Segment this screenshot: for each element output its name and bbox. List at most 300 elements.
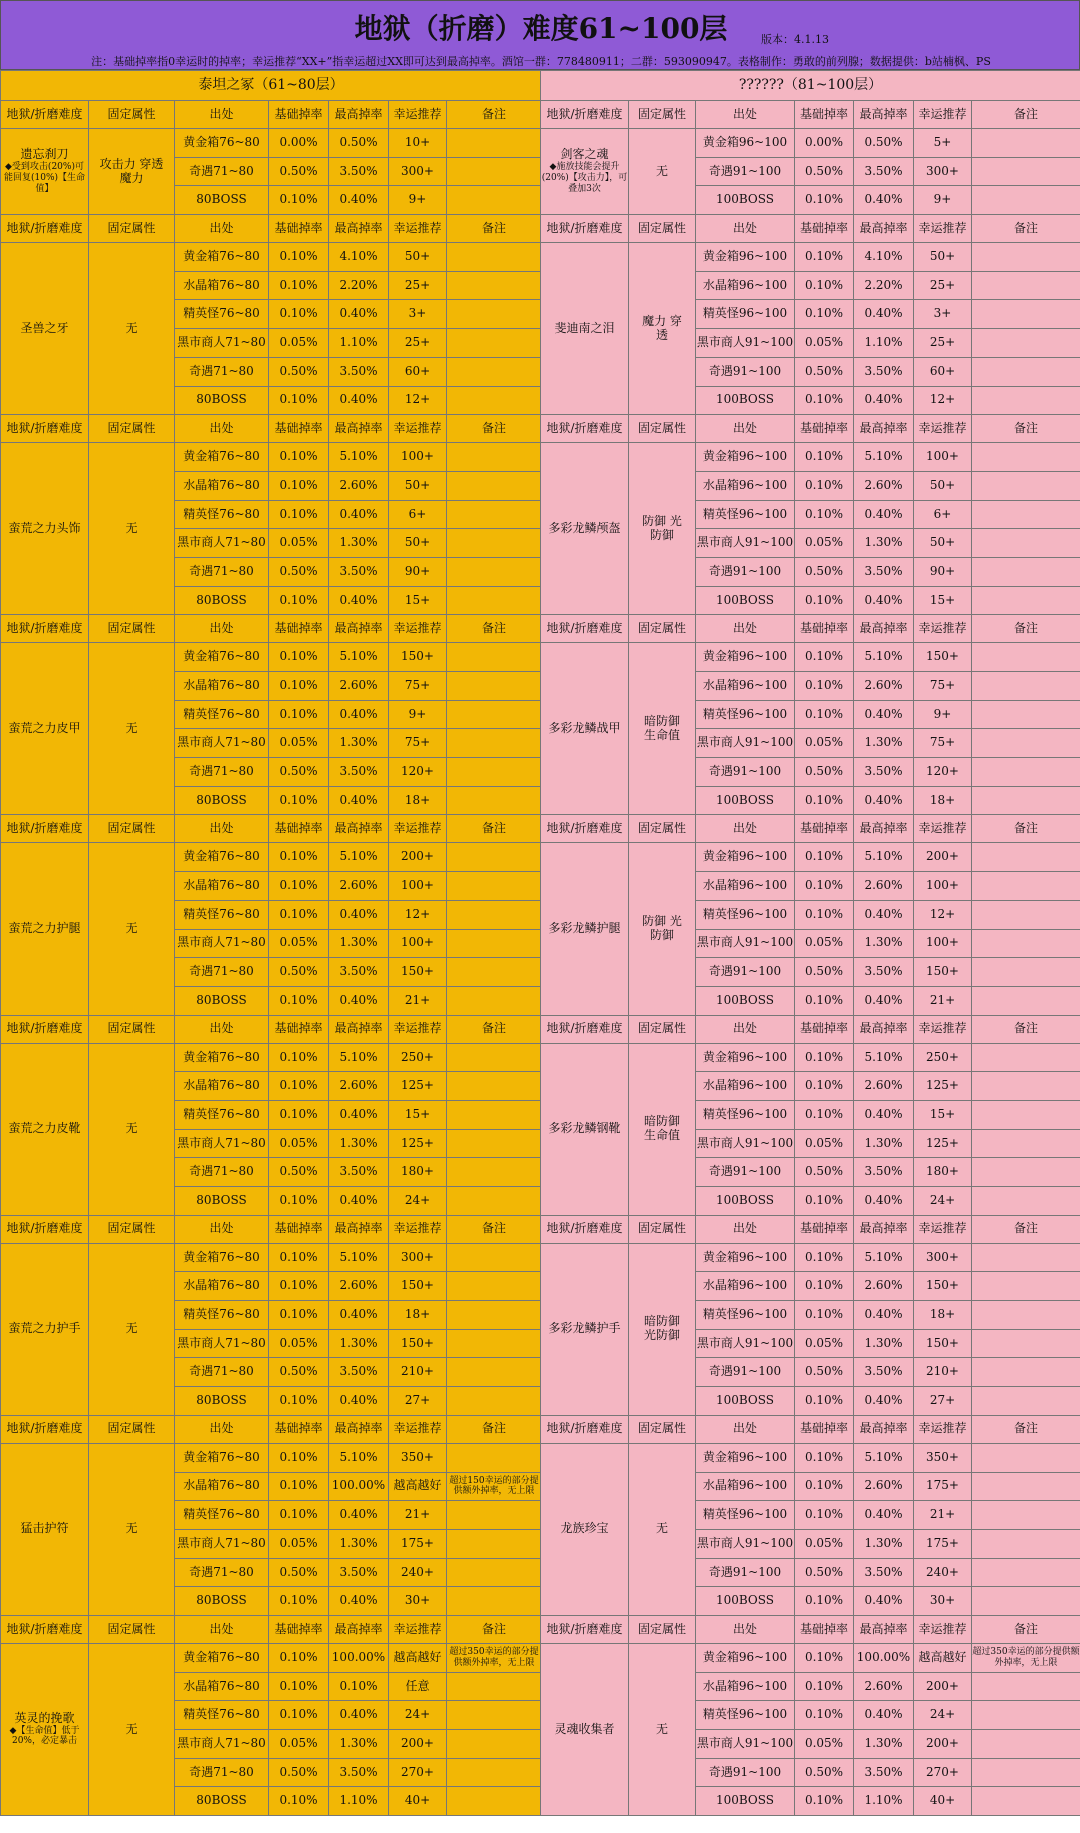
remark-cell bbox=[972, 329, 1080, 358]
remark-cell bbox=[972, 1387, 1080, 1416]
column-header: 地狱/折磨难度 bbox=[1, 215, 89, 243]
source-cell: 黑市商人71~80 bbox=[175, 729, 269, 758]
base-rate-cell: 0.10% bbox=[795, 1472, 854, 1501]
fixed-attribute-cell: 暗防御 生命值 bbox=[629, 643, 696, 815]
fixed-attribute-cell: 攻击力 穿透 魔力 bbox=[89, 129, 175, 215]
luck-recommend-cell: 100+ bbox=[389, 872, 447, 901]
base-rate-cell: 0.10% bbox=[795, 471, 854, 500]
table-row bbox=[541, 1643, 1080, 1672]
remark-cell bbox=[447, 672, 542, 701]
column-header: 备注 bbox=[972, 215, 1080, 243]
table-row bbox=[541, 843, 1080, 872]
column-header: 固定属性 bbox=[629, 1415, 696, 1443]
source-cell: 水晶箱76~80 bbox=[175, 1672, 269, 1701]
column-header: 地狱/折磨难度 bbox=[1, 1015, 89, 1043]
column-header: 地狱/折磨难度 bbox=[541, 1215, 629, 1243]
column-header: 基础掉率 bbox=[269, 1415, 329, 1443]
item-name-cell bbox=[1, 129, 89, 215]
source-cell: 奇遇91~100 bbox=[696, 157, 795, 186]
column-header-row bbox=[1, 1415, 542, 1443]
section-title: ??????（81~100层） bbox=[541, 71, 1080, 101]
remark-cell bbox=[447, 1529, 542, 1558]
remark-cell bbox=[972, 1301, 1080, 1330]
luck-recommend-cell: 150+ bbox=[914, 1272, 972, 1301]
remark-cell bbox=[972, 1787, 1080, 1816]
base-rate-cell: 0.10% bbox=[795, 1072, 854, 1101]
luck-recommend-cell: 175+ bbox=[389, 1529, 447, 1558]
remark-cell bbox=[447, 1501, 542, 1530]
remark-cell bbox=[447, 357, 542, 386]
luck-recommend-cell: 75+ bbox=[389, 729, 447, 758]
remark-cell bbox=[972, 271, 1080, 300]
max-rate-cell: 0.40% bbox=[329, 186, 389, 215]
fixed-attribute-cell: 无 bbox=[629, 129, 696, 215]
luck-recommend-cell: 9+ bbox=[389, 186, 447, 215]
max-rate-cell: 0.40% bbox=[854, 700, 914, 729]
remark-cell bbox=[972, 1558, 1080, 1587]
max-rate-cell: 5.10% bbox=[854, 643, 914, 672]
source-cell: 黑市商人71~80 bbox=[175, 1129, 269, 1158]
max-rate-cell: 2.60% bbox=[329, 672, 389, 701]
luck-recommend-cell: 200+ bbox=[914, 1730, 972, 1759]
source-cell: 奇遇91~100 bbox=[696, 1558, 795, 1587]
source-cell: 黄金箱76~80 bbox=[175, 843, 269, 872]
column-header: 基础掉率 bbox=[795, 215, 854, 243]
base-rate-cell: 0.10% bbox=[795, 1243, 854, 1272]
max-rate-cell: 0.40% bbox=[854, 1100, 914, 1129]
column-header: 备注 bbox=[972, 815, 1080, 843]
remark-cell bbox=[972, 557, 1080, 586]
column-header: 基础掉率 bbox=[795, 1215, 854, 1243]
page-header bbox=[0, 0, 1080, 70]
base-rate-cell: 0.10% bbox=[795, 1501, 854, 1530]
max-rate-cell: 0.40% bbox=[329, 1501, 389, 1530]
luck-recommend-cell: 40+ bbox=[389, 1787, 447, 1816]
luck-recommend-cell: 25+ bbox=[389, 271, 447, 300]
base-rate-cell: 0.10% bbox=[269, 243, 329, 272]
source-cell: 奇遇71~80 bbox=[175, 357, 269, 386]
page-title: 地狱（折磨）难度61~100层 bbox=[354, 12, 728, 45]
column-header: 固定属性 bbox=[89, 815, 175, 843]
luck-recommend-cell: 21+ bbox=[914, 1501, 972, 1530]
remark-cell bbox=[447, 1358, 542, 1387]
remark-cell bbox=[972, 958, 1080, 987]
luck-recommend-cell: 50+ bbox=[914, 529, 972, 558]
remark-cell bbox=[447, 500, 542, 529]
source-cell: 精英怪96~100 bbox=[696, 1701, 795, 1730]
source-cell: 80BOSS bbox=[175, 1187, 269, 1216]
remark-cell bbox=[447, 986, 542, 1015]
source-cell: 奇遇71~80 bbox=[175, 958, 269, 987]
column-header: 备注 bbox=[972, 1615, 1080, 1643]
source-cell: 黑市商人71~80 bbox=[175, 329, 269, 358]
source-cell: 水晶箱96~100 bbox=[696, 471, 795, 500]
remark-cell bbox=[972, 843, 1080, 872]
base-rate-cell: 0.10% bbox=[269, 471, 329, 500]
item-name: 斐迪南之泪 bbox=[554, 320, 615, 335]
column-header-row bbox=[541, 1615, 1080, 1643]
source-cell: 100BOSS bbox=[696, 1387, 795, 1416]
column-header: 备注 bbox=[447, 1215, 542, 1243]
remark-cell bbox=[447, 729, 542, 758]
column-header: 固定属性 bbox=[89, 1215, 175, 1243]
base-rate-cell: 0.10% bbox=[269, 843, 329, 872]
base-rate-cell: 0.05% bbox=[795, 1329, 854, 1358]
column-header-row bbox=[1, 815, 542, 843]
luck-recommend-cell: 3+ bbox=[914, 300, 972, 329]
table-row bbox=[1, 1443, 542, 1472]
remark-cell: 超过150幸运的部分提供额外掉率，无上限 bbox=[447, 1472, 542, 1501]
max-rate-cell: 2.60% bbox=[854, 1072, 914, 1101]
remark-cell bbox=[972, 1243, 1080, 1272]
base-rate-cell: 0.10% bbox=[269, 443, 329, 472]
column-header: 幸运推荐 bbox=[389, 215, 447, 243]
base-rate-cell: 0.10% bbox=[269, 900, 329, 929]
max-rate-cell: 0.40% bbox=[854, 1387, 914, 1416]
remark-cell bbox=[447, 1787, 542, 1816]
base-rate-cell: 0.50% bbox=[795, 1158, 854, 1187]
luck-recommend-cell: 75+ bbox=[914, 672, 972, 701]
remark-cell bbox=[972, 471, 1080, 500]
source-cell: 80BOSS bbox=[175, 1587, 269, 1616]
fixed-attribute-cell: 无 bbox=[89, 1643, 175, 1815]
column-header: 幸运推荐 bbox=[389, 1615, 447, 1643]
column-header: 幸运推荐 bbox=[914, 815, 972, 843]
max-rate-cell: 3.50% bbox=[329, 1358, 389, 1387]
max-rate-cell: 1.30% bbox=[329, 1529, 389, 1558]
base-rate-cell: 0.50% bbox=[795, 1358, 854, 1387]
column-header: 备注 bbox=[447, 815, 542, 843]
item-name: 蛮荒之力头饰 bbox=[8, 520, 81, 535]
remark-cell bbox=[447, 186, 542, 215]
base-rate-cell: 0.10% bbox=[795, 643, 854, 672]
remark-cell bbox=[447, 300, 542, 329]
source-cell: 水晶箱96~100 bbox=[696, 872, 795, 901]
source-cell: 精英怪96~100 bbox=[696, 900, 795, 929]
max-rate-cell: 3.50% bbox=[854, 357, 914, 386]
column-header-row bbox=[541, 415, 1080, 443]
source-cell: 80BOSS bbox=[175, 986, 269, 1015]
source-cell: 水晶箱96~100 bbox=[696, 1272, 795, 1301]
remark-cell bbox=[972, 900, 1080, 929]
item-name-cell bbox=[1, 643, 89, 815]
luck-recommend-cell: 240+ bbox=[389, 1558, 447, 1587]
column-header: 备注 bbox=[972, 1415, 1080, 1443]
source-cell: 奇遇71~80 bbox=[175, 1158, 269, 1187]
luck-recommend-cell: 50+ bbox=[389, 243, 447, 272]
luck-recommend-cell: 21+ bbox=[389, 986, 447, 1015]
base-rate-cell: 0.10% bbox=[795, 443, 854, 472]
source-cell: 精英怪76~80 bbox=[175, 1501, 269, 1530]
header-note: 注：基础掉率指0幸运时的掉率；幸运推荐“XX+”指幸运超过XX即可达到最高掉率。酒馆一群：778480911；二群：593090947。表格制作：勇敢的前列腺；数据提供：b站楠枫、PS bbox=[91, 55, 991, 68]
max-rate-cell: 1.30% bbox=[329, 729, 389, 758]
column-header: 固定属性 bbox=[629, 615, 696, 643]
luck-recommend-cell: 12+ bbox=[389, 900, 447, 929]
source-cell: 黑市商人91~100 bbox=[696, 1529, 795, 1558]
source-cell: 水晶箱76~80 bbox=[175, 1272, 269, 1301]
max-rate-cell: 3.50% bbox=[854, 758, 914, 787]
luck-recommend-cell: 250+ bbox=[389, 1043, 447, 1072]
base-rate-cell: 0.10% bbox=[795, 1301, 854, 1330]
luck-recommend-cell: 150+ bbox=[389, 643, 447, 672]
base-rate-cell: 0.10% bbox=[795, 900, 854, 929]
remark-cell bbox=[447, 700, 542, 729]
source-cell: 100BOSS bbox=[696, 1787, 795, 1816]
source-cell: 黑市商人91~100 bbox=[696, 1329, 795, 1358]
table-row bbox=[541, 643, 1080, 672]
max-rate-cell: 0.40% bbox=[854, 500, 914, 529]
fixed-attribute-cell: 无 bbox=[89, 1443, 175, 1615]
base-rate-cell: 0.10% bbox=[795, 586, 854, 615]
luck-recommend-cell: 100+ bbox=[389, 443, 447, 472]
source-cell: 黄金箱96~100 bbox=[696, 843, 795, 872]
max-rate-cell: 2.60% bbox=[329, 1072, 389, 1101]
source-cell: 80BOSS bbox=[175, 586, 269, 615]
max-rate-cell: 3.50% bbox=[329, 758, 389, 787]
max-rate-cell: 3.50% bbox=[329, 1758, 389, 1787]
source-cell: 水晶箱96~100 bbox=[696, 1072, 795, 1101]
column-header: 最高掉率 bbox=[329, 415, 389, 443]
column-header: 固定属性 bbox=[629, 1215, 696, 1243]
remark-cell bbox=[972, 1158, 1080, 1187]
base-rate-cell: 0.10% bbox=[795, 386, 854, 415]
max-rate-cell: 3.50% bbox=[854, 958, 914, 987]
source-cell: 水晶箱76~80 bbox=[175, 471, 269, 500]
remark-cell bbox=[447, 929, 542, 958]
remark-cell bbox=[447, 1129, 542, 1158]
base-rate-cell: 0.10% bbox=[795, 1587, 854, 1616]
source-cell: 100BOSS bbox=[696, 186, 795, 215]
column-header: 幸运推荐 bbox=[914, 101, 972, 129]
source-cell: 奇遇91~100 bbox=[696, 557, 795, 586]
column-header: 幸运推荐 bbox=[389, 101, 447, 129]
max-rate-cell: 1.30% bbox=[329, 1129, 389, 1158]
column-header: 备注 bbox=[972, 101, 1080, 129]
max-rate-cell: 2.60% bbox=[854, 1672, 914, 1701]
base-rate-cell: 0.10% bbox=[269, 1187, 329, 1216]
luck-recommend-cell: 75+ bbox=[914, 729, 972, 758]
source-cell: 奇遇71~80 bbox=[175, 1358, 269, 1387]
luck-recommend-cell: 15+ bbox=[389, 1100, 447, 1129]
max-rate-cell: 0.40% bbox=[854, 900, 914, 929]
remark-cell bbox=[447, 1243, 542, 1272]
luck-recommend-cell: 任意 bbox=[389, 1672, 447, 1701]
max-rate-cell: 3.50% bbox=[329, 357, 389, 386]
base-rate-cell: 0.10% bbox=[795, 186, 854, 215]
luck-recommend-cell: 12+ bbox=[914, 386, 972, 415]
source-cell: 100BOSS bbox=[696, 986, 795, 1015]
source-cell: 精英怪76~80 bbox=[175, 500, 269, 529]
max-rate-cell: 100.00% bbox=[329, 1472, 389, 1501]
base-rate-cell: 0.10% bbox=[795, 1443, 854, 1472]
luck-recommend-cell: 125+ bbox=[389, 1072, 447, 1101]
source-cell: 精英怪96~100 bbox=[696, 1100, 795, 1129]
column-header: 备注 bbox=[972, 415, 1080, 443]
remark-cell bbox=[972, 443, 1080, 472]
max-rate-cell: 0.40% bbox=[329, 1187, 389, 1216]
remark-cell bbox=[447, 1558, 542, 1587]
item-name: 剑客之魂 bbox=[560, 147, 609, 162]
max-rate-cell: 2.60% bbox=[854, 1472, 914, 1501]
fixed-attribute-cell: 无 bbox=[89, 243, 175, 415]
remark-cell: 超过350幸运的部分提供额外掉率，无上限 bbox=[447, 1643, 542, 1672]
right-drop-table bbox=[540, 70, 1080, 1816]
remark-cell bbox=[972, 1129, 1080, 1158]
source-cell: 100BOSS bbox=[696, 1587, 795, 1616]
max-rate-cell: 1.30% bbox=[854, 1529, 914, 1558]
max-rate-cell: 3.50% bbox=[329, 1558, 389, 1587]
item-name: 多彩龙鳞护手 bbox=[548, 1321, 621, 1336]
remark-cell bbox=[972, 1358, 1080, 1387]
remark-cell bbox=[972, 129, 1080, 158]
luck-recommend-cell: 25+ bbox=[914, 329, 972, 358]
column-header: 出处 bbox=[175, 815, 269, 843]
max-rate-cell: 0.10% bbox=[329, 1672, 389, 1701]
base-rate-cell: 0.10% bbox=[269, 1072, 329, 1101]
max-rate-cell: 3.50% bbox=[329, 1158, 389, 1187]
column-header: 地狱/折磨难度 bbox=[1, 615, 89, 643]
source-cell: 100BOSS bbox=[696, 786, 795, 815]
base-rate-cell: 0.05% bbox=[269, 929, 329, 958]
source-cell: 奇遇71~80 bbox=[175, 1558, 269, 1587]
fixed-attribute-cell: 无 bbox=[629, 1643, 696, 1815]
column-header: 备注 bbox=[447, 1415, 542, 1443]
source-cell: 精英怪76~80 bbox=[175, 900, 269, 929]
max-rate-cell: 1.30% bbox=[329, 1329, 389, 1358]
item-name-cell bbox=[1, 843, 89, 1015]
source-cell: 精英怪76~80 bbox=[175, 1301, 269, 1330]
luck-recommend-cell: 5+ bbox=[914, 129, 972, 158]
fixed-attribute-cell: 防御 光防御 bbox=[629, 843, 696, 1015]
base-rate-cell: 0.10% bbox=[269, 271, 329, 300]
source-cell: 黑市商人71~80 bbox=[175, 1730, 269, 1759]
column-header: 出处 bbox=[175, 215, 269, 243]
luck-recommend-cell: 300+ bbox=[389, 1243, 447, 1272]
luck-recommend-cell: 125+ bbox=[389, 1129, 447, 1158]
column-header: 最高掉率 bbox=[329, 815, 389, 843]
column-header: 基础掉率 bbox=[795, 615, 854, 643]
base-rate-cell: 0.05% bbox=[795, 1129, 854, 1158]
max-rate-cell: 0.50% bbox=[854, 129, 914, 158]
base-rate-cell: 0.10% bbox=[269, 1443, 329, 1472]
column-header: 最高掉率 bbox=[854, 215, 914, 243]
source-cell: 100BOSS bbox=[696, 1187, 795, 1216]
source-cell: 精英怪76~80 bbox=[175, 1701, 269, 1730]
source-cell: 水晶箱96~100 bbox=[696, 1672, 795, 1701]
luck-recommend-cell: 120+ bbox=[914, 758, 972, 787]
max-rate-cell: 2.20% bbox=[854, 271, 914, 300]
column-header: 基础掉率 bbox=[795, 1415, 854, 1443]
remark-cell bbox=[972, 1529, 1080, 1558]
remark-cell bbox=[972, 586, 1080, 615]
column-header: 最高掉率 bbox=[854, 415, 914, 443]
remark-cell bbox=[972, 529, 1080, 558]
max-rate-cell: 0.40% bbox=[854, 1187, 914, 1216]
remark-cell bbox=[447, 329, 542, 358]
remark-cell bbox=[972, 1072, 1080, 1101]
max-rate-cell: 3.50% bbox=[329, 157, 389, 186]
max-rate-cell: 0.40% bbox=[329, 300, 389, 329]
remark-cell bbox=[447, 758, 542, 787]
remark-cell bbox=[447, 1443, 542, 1472]
max-rate-cell: 1.30% bbox=[329, 1730, 389, 1759]
max-rate-cell: 1.30% bbox=[329, 929, 389, 958]
item-name: 多彩龙鳞颅盔 bbox=[548, 520, 621, 535]
source-cell: 80BOSS bbox=[175, 786, 269, 815]
max-rate-cell: 0.40% bbox=[854, 300, 914, 329]
max-rate-cell: 0.40% bbox=[854, 586, 914, 615]
remark-cell bbox=[447, 643, 542, 672]
remark-cell bbox=[972, 986, 1080, 1015]
max-rate-cell: 0.40% bbox=[854, 1701, 914, 1730]
base-rate-cell: 0.10% bbox=[269, 1043, 329, 1072]
luck-recommend-cell: 100+ bbox=[914, 929, 972, 958]
luck-recommend-cell: 150+ bbox=[389, 1329, 447, 1358]
item-name: 圣兽之牙 bbox=[20, 320, 69, 335]
column-header: 幸运推荐 bbox=[389, 815, 447, 843]
remark-cell bbox=[447, 1672, 542, 1701]
column-header: 备注 bbox=[447, 1015, 542, 1043]
max-rate-cell: 0.40% bbox=[329, 986, 389, 1015]
column-header-row bbox=[541, 1415, 1080, 1443]
remark-cell bbox=[447, 1701, 542, 1730]
column-header: 基础掉率 bbox=[269, 1015, 329, 1043]
source-cell: 黑市商人91~100 bbox=[696, 329, 795, 358]
column-header: 备注 bbox=[447, 615, 542, 643]
source-cell: 黄金箱96~100 bbox=[696, 1643, 795, 1672]
base-rate-cell: 0.10% bbox=[269, 1100, 329, 1129]
source-cell: 奇遇71~80 bbox=[175, 1758, 269, 1787]
source-cell: 奇遇71~80 bbox=[175, 157, 269, 186]
source-cell: 奇遇71~80 bbox=[175, 557, 269, 586]
source-cell: 黑市商人71~80 bbox=[175, 529, 269, 558]
luck-recommend-cell: 30+ bbox=[389, 1587, 447, 1616]
remark-cell bbox=[972, 1672, 1080, 1701]
column-header-row bbox=[541, 1015, 1080, 1043]
remark-cell bbox=[447, 271, 542, 300]
base-rate-cell: 0.50% bbox=[269, 1358, 329, 1387]
column-header: 基础掉率 bbox=[269, 1615, 329, 1643]
max-rate-cell: 5.10% bbox=[329, 1243, 389, 1272]
base-rate-cell: 0.10% bbox=[269, 643, 329, 672]
column-header: 最高掉率 bbox=[329, 215, 389, 243]
base-rate-cell: 0.05% bbox=[795, 729, 854, 758]
remark-cell bbox=[972, 700, 1080, 729]
luck-recommend-cell: 3+ bbox=[389, 300, 447, 329]
luck-recommend-cell: 75+ bbox=[389, 672, 447, 701]
table-row bbox=[1, 643, 542, 672]
source-cell: 黄金箱96~100 bbox=[696, 129, 795, 158]
column-header: 最高掉率 bbox=[329, 1615, 389, 1643]
luck-recommend-cell: 27+ bbox=[389, 1387, 447, 1416]
source-cell: 黄金箱96~100 bbox=[696, 1043, 795, 1072]
source-cell: 精英怪76~80 bbox=[175, 700, 269, 729]
luck-recommend-cell: 100+ bbox=[389, 929, 447, 958]
base-rate-cell: 0.10% bbox=[269, 1501, 329, 1530]
luck-recommend-cell: 175+ bbox=[914, 1529, 972, 1558]
base-rate-cell: 0.10% bbox=[269, 1701, 329, 1730]
luck-recommend-cell: 24+ bbox=[914, 1701, 972, 1730]
luck-recommend-cell: 150+ bbox=[914, 1329, 972, 1358]
base-rate-cell: 0.10% bbox=[795, 872, 854, 901]
luck-recommend-cell: 50+ bbox=[389, 471, 447, 500]
item-name-cell bbox=[541, 1243, 629, 1415]
base-rate-cell: 0.10% bbox=[795, 1187, 854, 1216]
item-name-cell bbox=[541, 1043, 629, 1215]
column-header: 固定属性 bbox=[89, 415, 175, 443]
remark-cell bbox=[972, 357, 1080, 386]
base-rate-cell: 0.10% bbox=[795, 1643, 854, 1672]
